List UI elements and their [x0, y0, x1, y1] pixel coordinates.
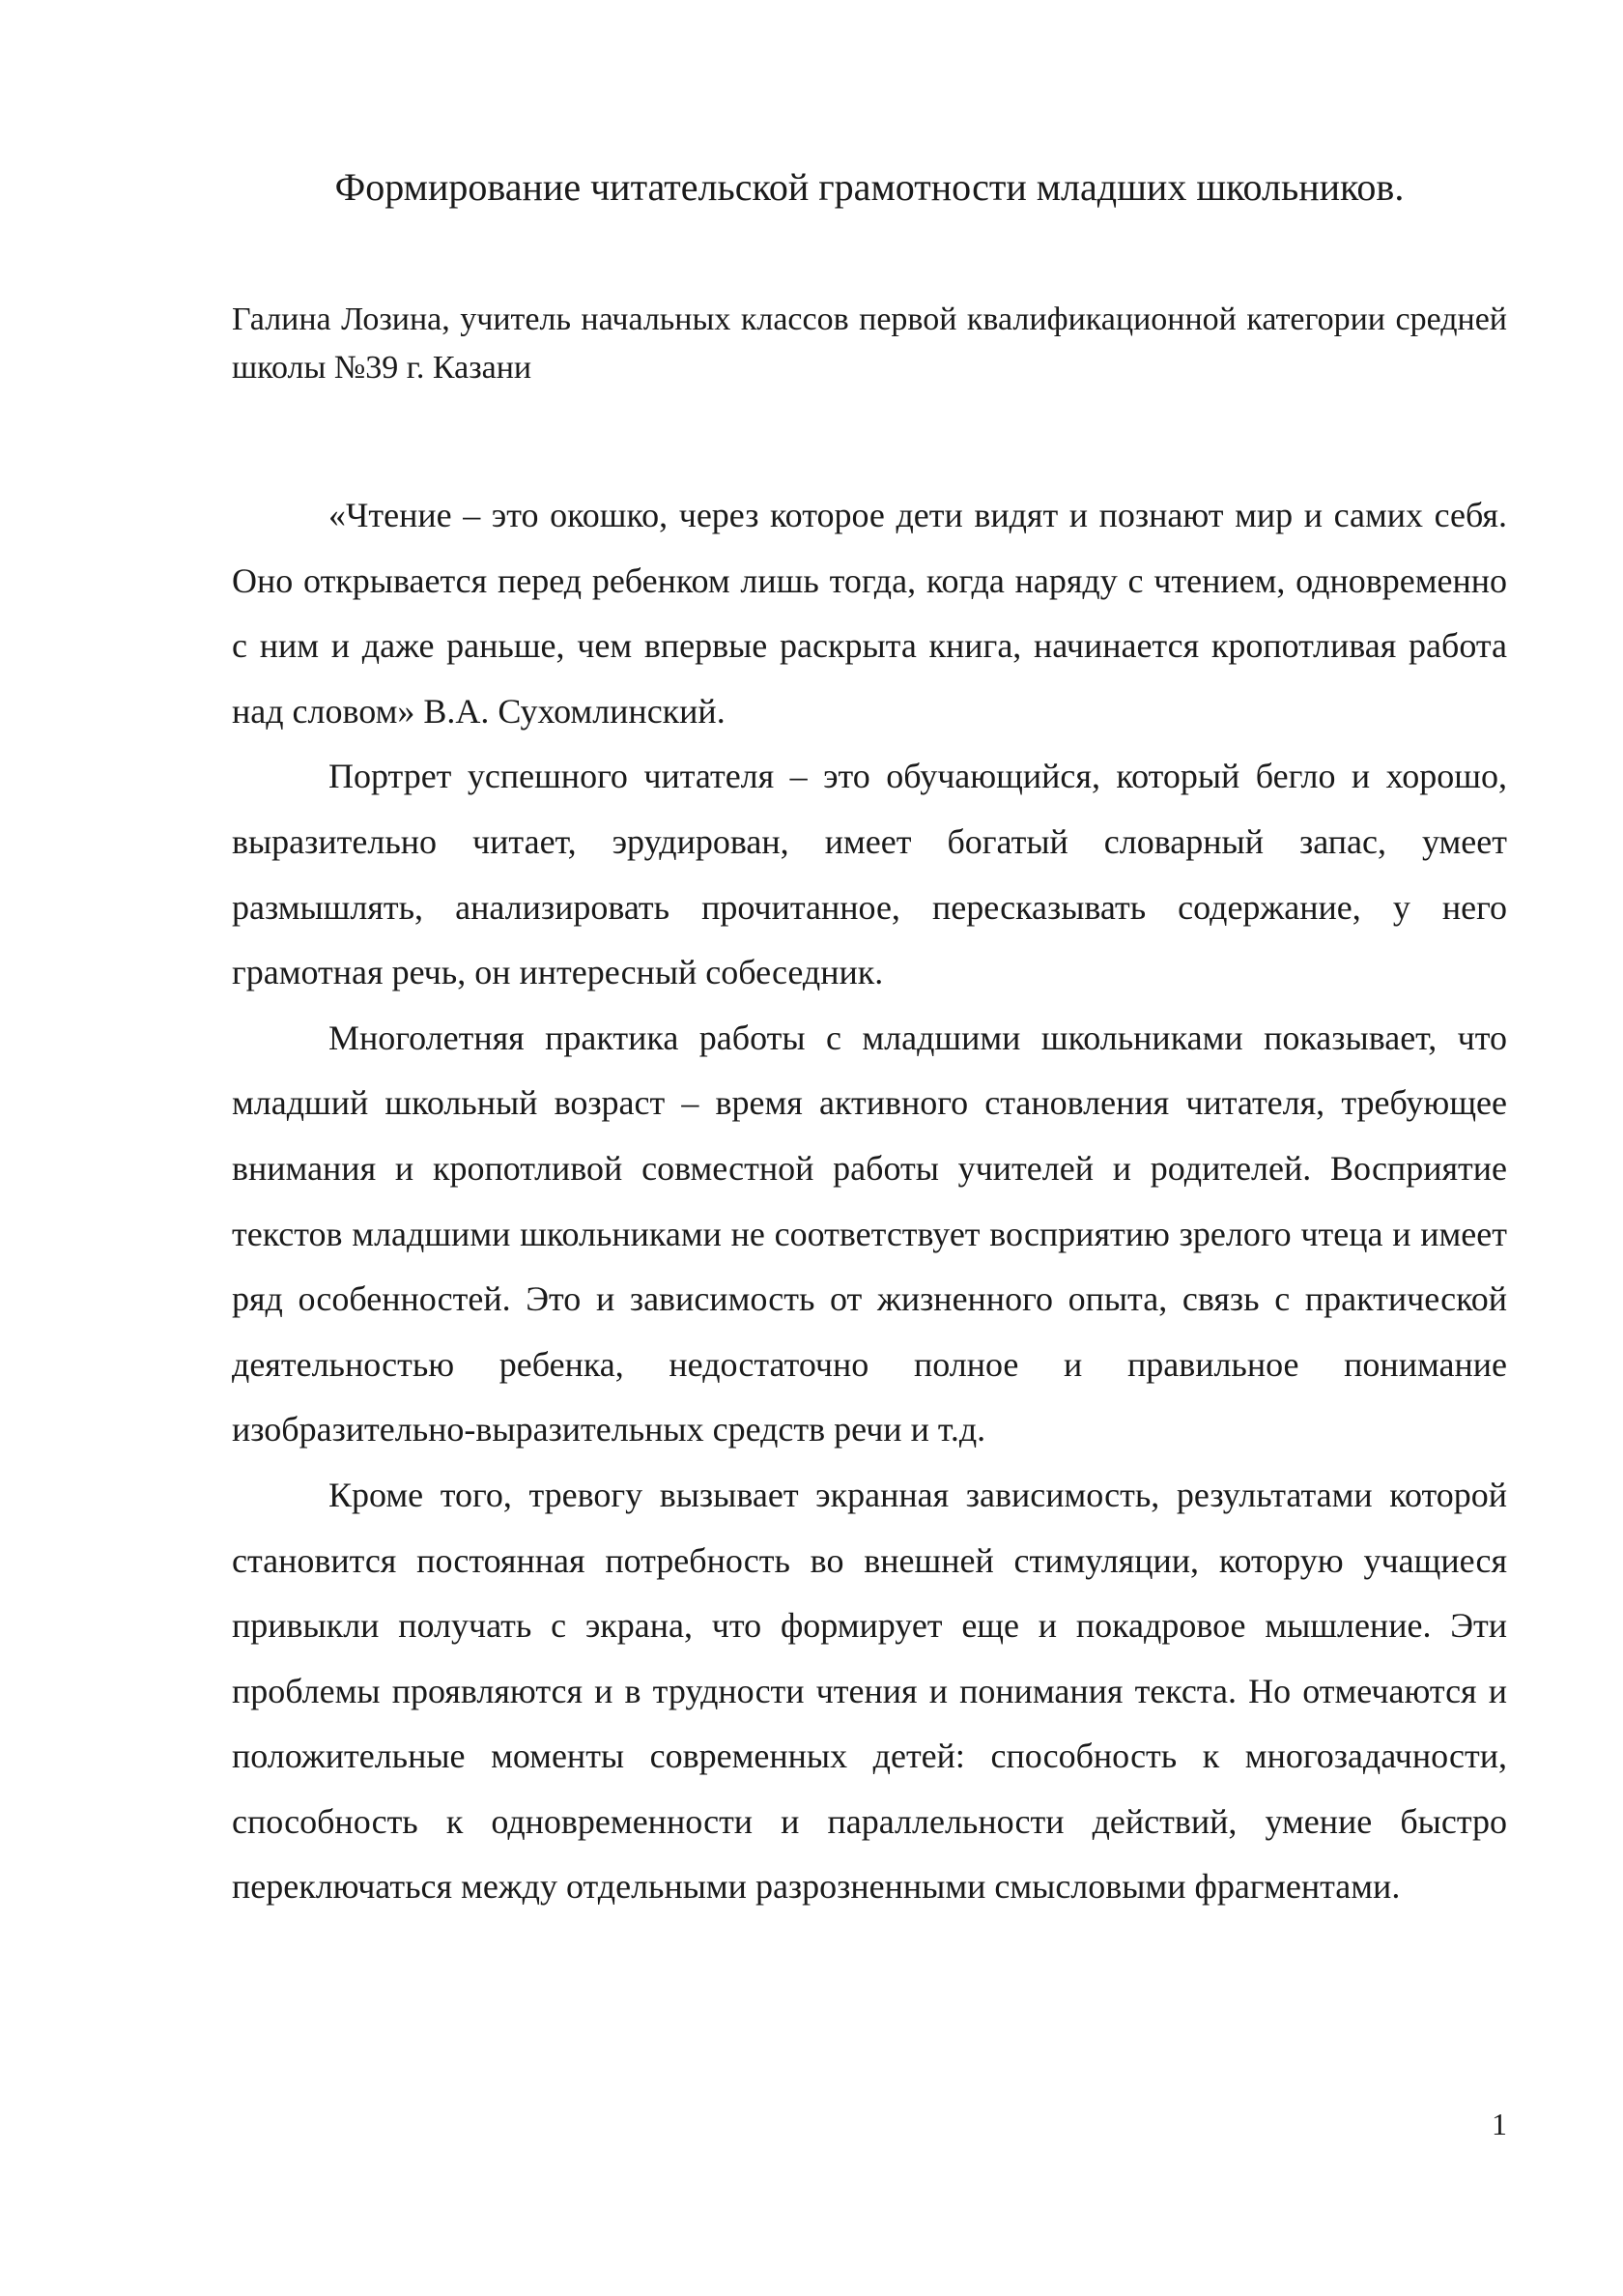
document-body	[232, 483, 1507, 1920]
paragraph-screen-dependence: Кроме того, тревогу вызывает экранная зависимость, результатами которой становится постоянная потребность во внешней стимуляции, которую учащиеся привыкли получать с экрана, что формирует еще и покадровое мышление. Эти проблемы проявляются и в трудности чтения и понимания текста. Но отмечаются и положительные моменты современных детей: способность к многозадачности, способность к одновременности и параллельности действий, умение быстро переключаться между отдельными разрозненными смысловыми фрагментами.	[232, 1475, 1507, 1907]
paragraph-reader-portrait: Портрет успешного читателя – это обучающийся, который бегло и хорошо, выразительно читает, эрудирован, имеет богатый словарный запас, умеет размышлять, анализировать прочитанное, пересказывать содержание, у него грамотная речь, он интересный собеседник.	[232, 757, 1507, 992]
paragraph-quote: «Чтение – это окошко, через которое дети видят и познают мир и самих себя. Оно открывается перед ребенком лишь тогда, когда наряду с чтением, одновременно с ним и даже раньше, чем впервые раскрыта книга, начинается кропотливая работа над словом» В.А. Сухомлинский.	[232, 496, 1507, 731]
document-title: Формирование читательской грамотности младших школьников.	[334, 165, 1405, 209]
page-number: 1	[1492, 2107, 1507, 2141]
author-line: Галина Лозина, учитель начальных классов первой квалификационной категории средней школы №39 г. Казани	[232, 301, 1507, 386]
paragraph-practice: Многолетняя практика работы с младшими школьниками показывает, что младший школьный возраст – время активного становления читателя, требующее внимания и кропотливой совместной работы учителей и родителей. Восприятие текстов младшими школьниками не соответствует восприятию зрелого чтеца и имеет ряд особенностей. Это и зависимость от жизненного опыта, связь с практической деятельностью ребенка, недостаточно полное и правильное понимание изобразительно-выразительных средств речи и т.д.	[232, 1018, 1507, 1449]
